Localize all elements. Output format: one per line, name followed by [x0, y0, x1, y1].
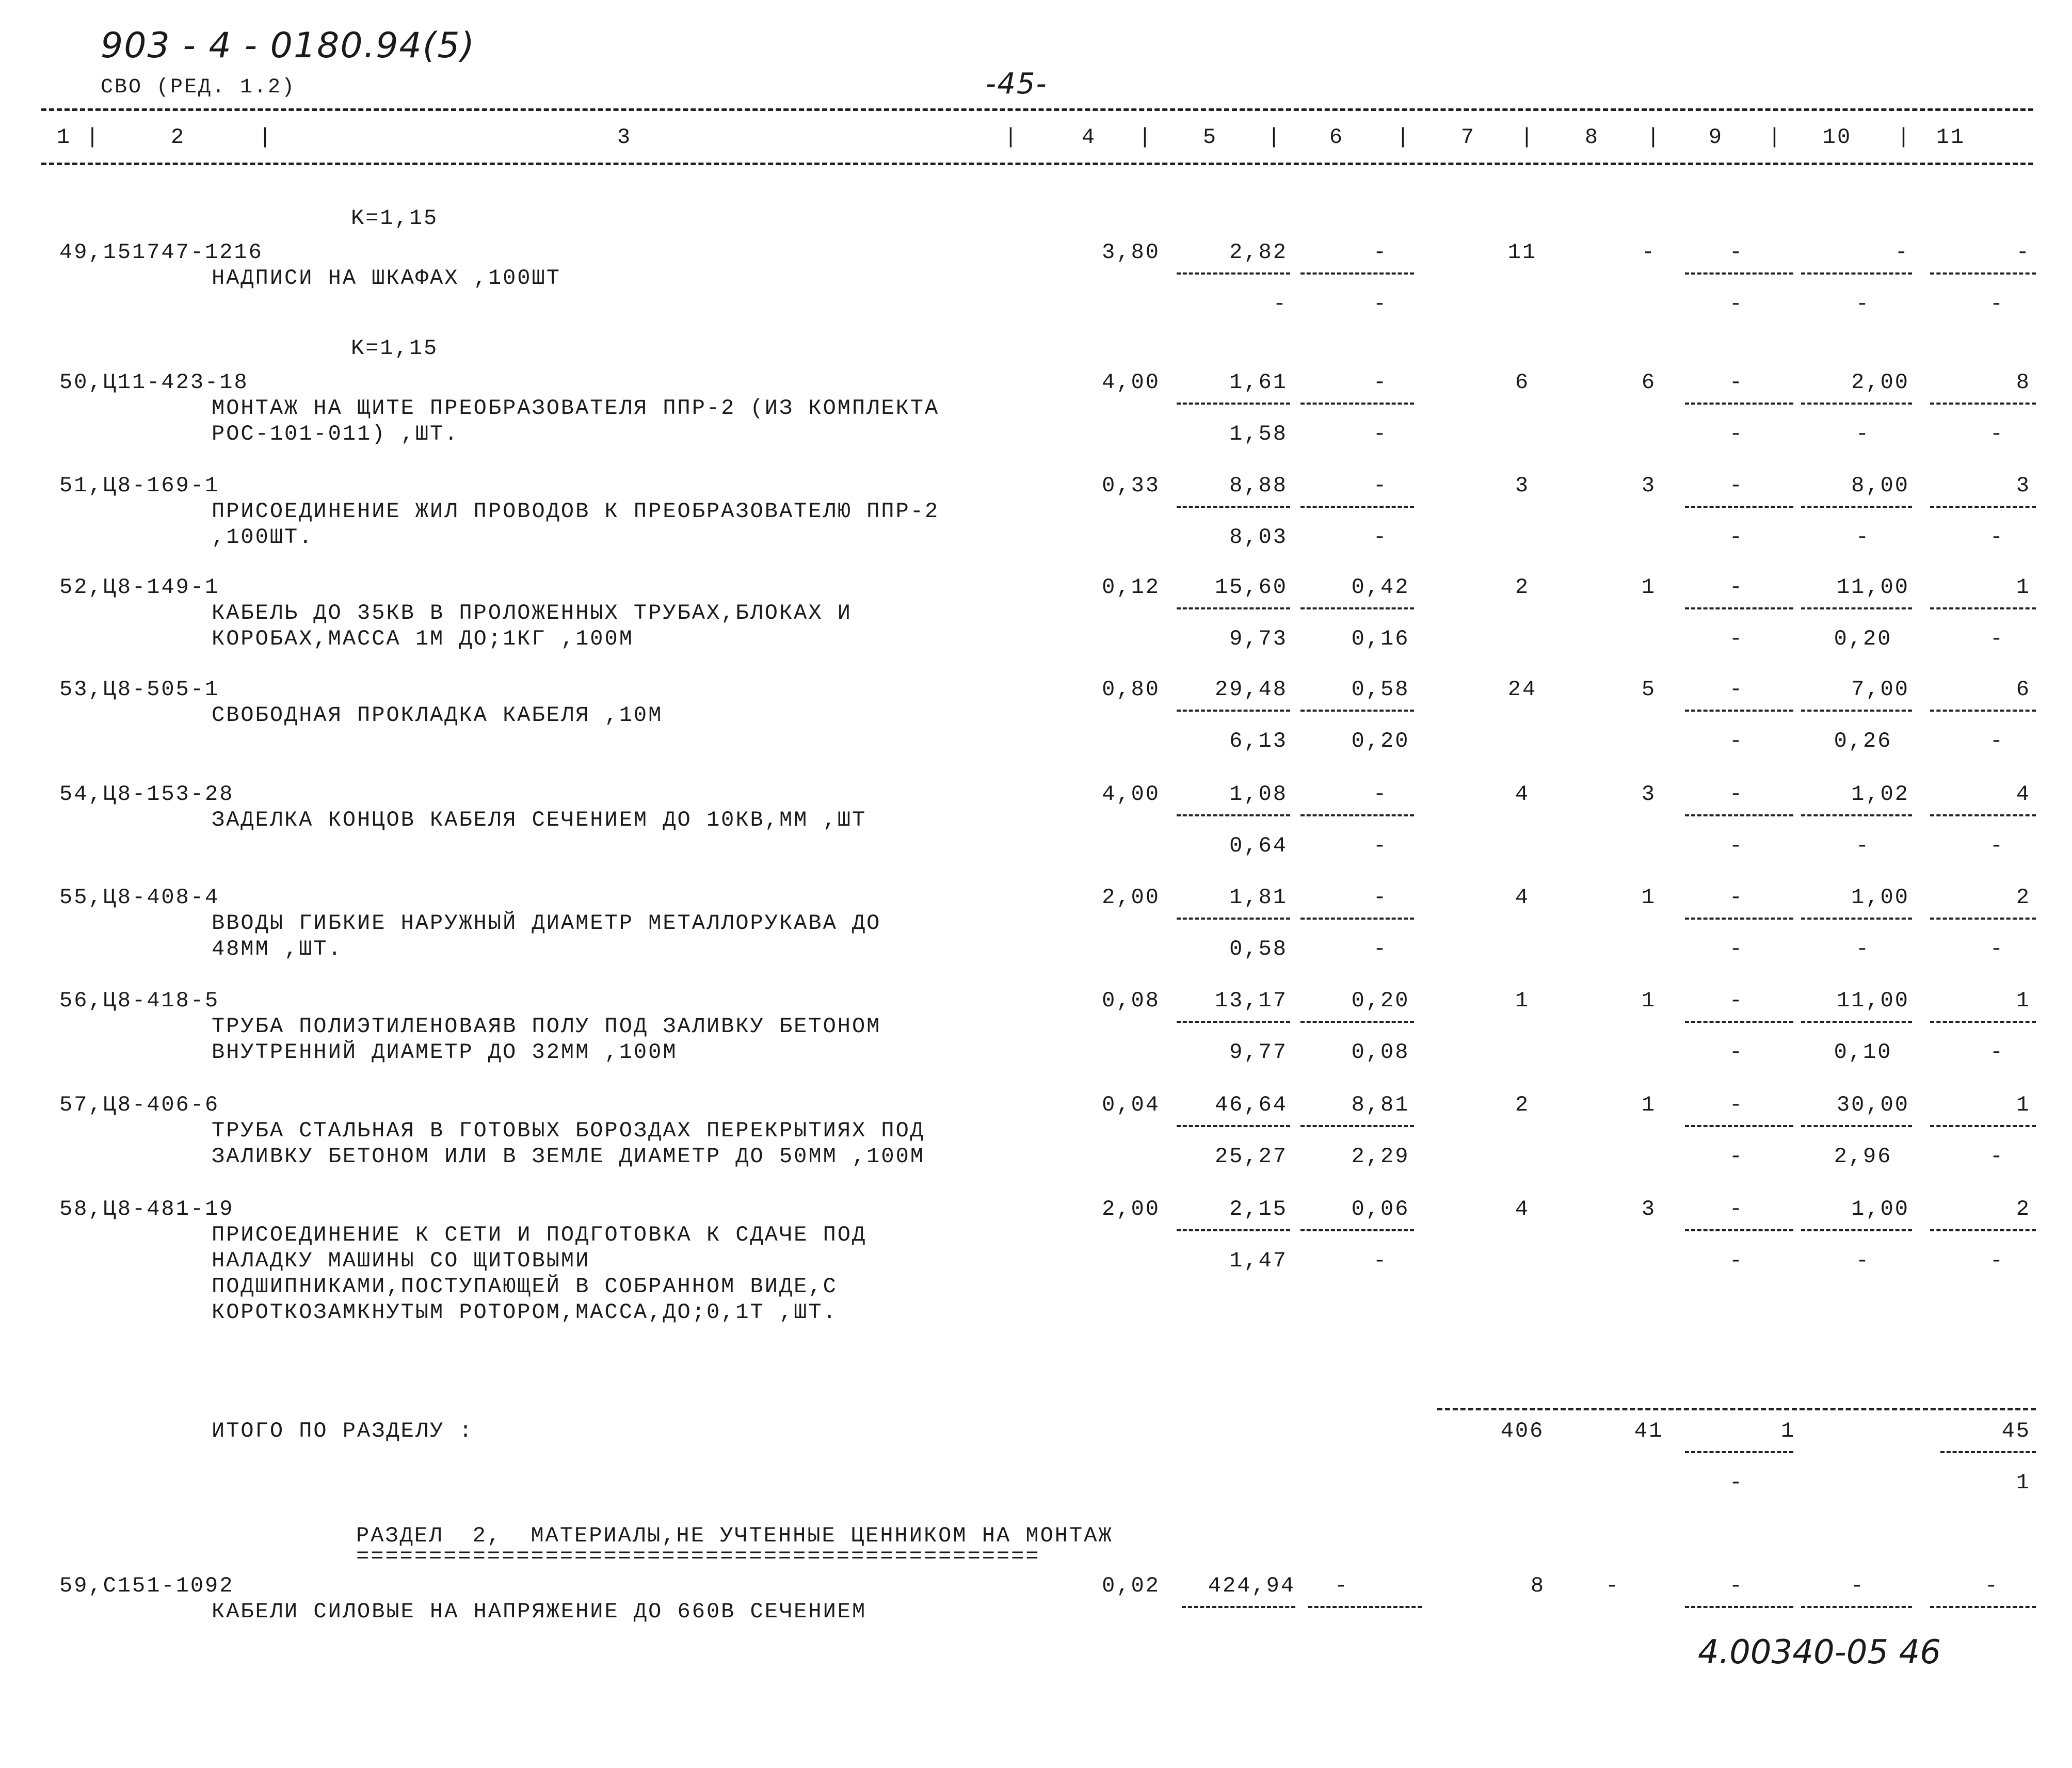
cell-col7: 8: [1530, 1573, 1546, 1598]
fraction-bar-col11: [1930, 1606, 2036, 1608]
section-rule: ===============================================: [356, 1544, 1040, 1569]
item-description: ЗАДЕЛКА КОНЦОВ КАБЕЛЯ СЕЧЕНИЕМ ДО 10КВ,ММ ,ШТ: [212, 808, 867, 832]
cell-col5: 46,64: [1214, 1092, 1288, 1117]
item-description: ПОДШИПНИКАМИ,ПОСТУПАЮЩЕЙ В СОБРАННОМ ВИДЕ,С: [212, 1274, 838, 1299]
item-description: ВВОДЫ ГИБКИЕ НАРУЖНЫЙ ДИАМЕТР МЕТАЛЛОРУКАВА ДО: [212, 911, 881, 936]
cell-col8: 1: [1641, 575, 1657, 600]
fraction-bar-col10: [1801, 1606, 1912, 1608]
cell-col9: -: [1729, 1197, 1744, 1221]
cell-col7: 4: [1515, 1197, 1530, 1221]
item-description: ТРУБА ПОЛИЭТИЛЕНОВАЯВ ПОЛУ ПОД ЗАЛИВКУ БЕТОНОМ: [212, 1014, 881, 1039]
cell-col11-lower: -: [1989, 292, 2005, 316]
fraction-bar-col6: [1300, 1021, 1414, 1023]
cell-col4: 4,00: [1102, 782, 1160, 807]
fraction-bar-col9: [1685, 1021, 1793, 1023]
cell-col11-lower: -: [1989, 1248, 2005, 1273]
cell-col8: 6: [1641, 370, 1657, 395]
fraction-bar-col5: [1177, 506, 1290, 508]
cell-col10: 11,00: [1836, 988, 1909, 1013]
total-col9-lower: -: [1729, 1470, 1744, 1495]
fraction-bar-col9: [1685, 1606, 1793, 1608]
cell-col10: 30,00: [1836, 1092, 1909, 1117]
column-10: 10: [1822, 125, 1852, 150]
cell-col6: 0,58: [1351, 677, 1410, 702]
fraction-bar-col10: [1801, 1021, 1912, 1023]
column-1: 1 |: [57, 125, 101, 150]
cell-col8: 3: [1641, 1197, 1657, 1221]
cell-col11: -: [2016, 240, 2031, 265]
fraction-bar-col5: [1177, 814, 1290, 816]
cell-col5: 2,82: [1229, 240, 1288, 265]
item-code: 59,С151-1092: [59, 1573, 234, 1598]
fraction-bar-col10: [1801, 918, 1912, 920]
cell-col5: 2,15: [1229, 1197, 1288, 1221]
system-version: СВО (РЕД. 1.2): [101, 76, 296, 99]
cell-col6: 0,42: [1351, 575, 1410, 600]
cell-col5-lower: -: [1273, 292, 1288, 316]
column-sep: |: [1396, 125, 1411, 150]
column-sep: |: [258, 125, 274, 150]
section-title: РАЗДЕЛ 2, МАТЕРИАЛЫ,НЕ УЧТЕННЫЕ ЦЕННИКОМ НА МОНТАЖ: [356, 1523, 1113, 1548]
cell-col8: 1: [1641, 1092, 1657, 1117]
cell-col9: -: [1729, 1092, 1744, 1117]
total-col11-lower: 1: [2016, 1470, 2031, 1495]
total-col8: 41: [1634, 1419, 1664, 1443]
cell-col5: 15,60: [1214, 575, 1288, 600]
cell-col11-lower: -: [1989, 729, 2005, 753]
fraction-bar-col6: [1300, 710, 1414, 712]
item-description: КАБЕЛЬ ДО 35КВ В ПРОЛОЖЕННЫХ ТРУБАХ,БЛОКАХ И: [212, 601, 852, 625]
fraction-bar-col11: [1930, 710, 2036, 712]
column-sep: |: [1646, 125, 1662, 150]
fraction-bar-col11: [1930, 403, 2036, 405]
cell-col9: -: [1729, 782, 1744, 807]
cell-col8: -: [1605, 1573, 1620, 1598]
column-8: 8: [1584, 125, 1600, 150]
cell-col11: 1: [2016, 988, 2031, 1013]
cell-col6: 8,81: [1351, 1092, 1410, 1117]
cell-col4: 0,04: [1102, 1092, 1160, 1117]
cell-col5-lower: 1,58: [1229, 422, 1288, 446]
cell-col4: 0,08: [1102, 988, 1160, 1013]
cell-col6-lower: -: [1373, 1248, 1388, 1273]
cell-col10: 1,00: [1851, 1197, 1909, 1221]
fraction-bar-col11: [1930, 814, 2036, 816]
column-sep: |: [1004, 125, 1019, 150]
total-fraction-col11: [1940, 1451, 2036, 1453]
cell-col10: -: [1894, 240, 1909, 265]
fraction-bar-col9: [1685, 814, 1793, 816]
cell-col5: 424,94: [1208, 1573, 1295, 1598]
cell-col8: 1: [1641, 885, 1657, 910]
item-code: 49,151747-1216: [59, 240, 263, 265]
cell-col9: -: [1729, 1573, 1744, 1598]
item-description: РОС-101-011) ,ШТ.: [212, 422, 459, 446]
cell-col9-lower: -: [1729, 422, 1744, 446]
cell-col9: -: [1729, 473, 1744, 498]
cell-col10: 11,00: [1836, 575, 1909, 600]
cell-col4: 0,02: [1102, 1573, 1160, 1598]
fraction-bar-col9: [1685, 918, 1793, 920]
total-fraction-col9: [1685, 1451, 1793, 1453]
cell-col5-lower: 8,03: [1229, 525, 1288, 550]
cell-col10: 1,02: [1851, 782, 1909, 807]
fraction-bar-col9: [1685, 1229, 1793, 1231]
cell-col6: -: [1334, 1573, 1350, 1598]
cell-col7: 1: [1515, 988, 1530, 1013]
fraction-bar-col10: [1801, 506, 1912, 508]
cell-col5: 29,48: [1214, 677, 1288, 702]
cell-col6-lower: 0,08: [1351, 1040, 1410, 1065]
coefficient-label: K=1,15: [351, 336, 439, 361]
column-6: 6: [1329, 125, 1344, 150]
cell-col9-lower: -: [1729, 833, 1744, 858]
cell-col11: 1: [2016, 1092, 2031, 1117]
cell-col9-lower: -: [1729, 1248, 1744, 1273]
item-code: 58,Ц8-481-19: [59, 1197, 234, 1221]
total-rule: [1437, 1408, 2036, 1410]
cell-col5-lower: 1,47: [1229, 1248, 1288, 1273]
cell-col9-lower: -: [1729, 626, 1744, 651]
cell-col9: -: [1729, 575, 1744, 600]
cell-col11: 8: [2016, 370, 2031, 395]
cell-col6: 0,20: [1351, 988, 1410, 1013]
fraction-bar-col10: [1801, 607, 1912, 609]
item-description: ЗАЛИВКУ БЕТОНОМ ИЛИ В ЗЕМЛЕ ДИАМЕТР ДО 50ММ ,100М: [212, 1144, 925, 1169]
item-description: ПРИСОЕДИНЕНИЕ К СЕТИ И ПОДГОТОВКА К СДАЧЕ ПОД: [212, 1223, 867, 1247]
cell-col6-lower: -: [1373, 833, 1388, 858]
column-2: 2: [170, 125, 186, 150]
cell-col4: 2,00: [1102, 885, 1160, 910]
cell-col11-lower: -: [1989, 525, 2005, 550]
column-sep: |: [1267, 125, 1282, 150]
total-label: ИТОГО ПО РАЗДЕЛУ :: [212, 1419, 474, 1443]
total-col9: 1: [1780, 1419, 1796, 1443]
coefficient-label: K=1,15: [351, 206, 439, 231]
fraction-bar-col5: [1177, 710, 1290, 712]
fraction-bar-col10: [1801, 814, 1912, 816]
fraction-bar-col10: [1801, 1125, 1912, 1127]
fraction-bar-col6: [1308, 1606, 1422, 1608]
cell-col10-lower: -: [1855, 1248, 1871, 1273]
cell-col6-lower: 0,20: [1351, 729, 1410, 753]
fraction-bar-col11: [1930, 272, 2036, 275]
cell-col10: -: [1850, 1573, 1866, 1598]
cell-col5: 1,61: [1229, 370, 1288, 395]
cell-col10: 8,00: [1851, 473, 1909, 498]
cell-col4: 3,80: [1102, 240, 1160, 265]
fraction-bar-col10: [1801, 1229, 1912, 1231]
cell-col11-lower: -: [1989, 937, 2005, 961]
item-description: КОРОТКОЗАМКНУТЫМ РОТОРОМ,МАССА,ДО;0,1Т ,ШТ.: [212, 1300, 838, 1325]
fraction-bar-col9: [1685, 403, 1793, 405]
cell-col8: -: [1641, 240, 1657, 265]
cell-col10-lower: -: [1855, 833, 1871, 858]
cell-col6: 0,06: [1351, 1197, 1410, 1221]
cell-col5-lower: 0,58: [1229, 937, 1288, 961]
cell-col4: 0,12: [1102, 575, 1160, 600]
item-description: ,100ШТ.: [212, 525, 314, 550]
cell-col6: -: [1373, 240, 1388, 265]
fraction-bar-col10: [1801, 272, 1912, 275]
cell-col6-lower: -: [1373, 292, 1388, 316]
cell-col10-lower: -: [1855, 422, 1871, 446]
cell-col9: -: [1729, 885, 1744, 910]
cell-col11: 4: [2016, 782, 2031, 807]
cell-col9-lower: -: [1729, 937, 1744, 961]
cell-col9-lower: -: [1729, 729, 1744, 753]
cell-col10: 7,00: [1851, 677, 1909, 702]
cell-col9: -: [1729, 988, 1744, 1013]
item-description: КОРОБАХ,МАССА 1М ДО;1КГ ,100М: [212, 626, 634, 651]
cell-col7: 4: [1515, 885, 1530, 910]
cell-col7: 11: [1507, 240, 1537, 265]
header-rule-bottom: [41, 163, 2033, 165]
fraction-bar-col5: [1177, 1125, 1290, 1127]
cell-col11: 1: [2016, 575, 2031, 600]
fraction-bar-col5: [1177, 272, 1290, 275]
cell-col4: 4,00: [1102, 370, 1160, 395]
item-description: ВНУТРЕННИЙ ДИАМЕТР ДО 32ММ ,100М: [212, 1040, 678, 1065]
fraction-bar-col10: [1801, 403, 1912, 405]
document-code: 903 - 4 - 0180.94(5): [101, 25, 476, 66]
header-rule-top: [41, 108, 2033, 111]
column-sep: |: [1138, 125, 1153, 150]
cell-col9-lower: -: [1729, 1040, 1744, 1065]
cell-col6-lower: -: [1373, 525, 1388, 550]
cell-col6: -: [1373, 782, 1388, 807]
fraction-bar-col11: [1930, 1229, 2036, 1231]
fraction-bar-col5: [1177, 1021, 1290, 1023]
item-code: 51,Ц8-169-1: [59, 473, 220, 498]
cell-col10-lower: 2,96: [1834, 1144, 1892, 1169]
cell-col9: -: [1729, 240, 1744, 265]
cell-col5-lower: 25,27: [1214, 1144, 1288, 1169]
fraction-bar-col9: [1685, 1125, 1793, 1127]
item-description: НАДПИСИ НА ШКАФАХ ,100ШТ: [212, 266, 561, 291]
cell-col5: 8,88: [1229, 473, 1288, 498]
item-code: 50,Ц11-423-18: [59, 370, 249, 395]
cell-col11: 3: [2016, 473, 2031, 498]
cell-col9-lower: -: [1729, 1144, 1744, 1169]
cell-col5: 13,17: [1214, 988, 1288, 1013]
item-description: КАБЕЛИ СИЛОВЫЕ НА НАПРЯЖЕНИЕ ДО 660В СЕЧЕНИЕМ: [212, 1599, 867, 1624]
fraction-bar-col6: [1300, 1229, 1414, 1231]
fraction-bar-col11: [1930, 1021, 2036, 1023]
column-sep: |: [1768, 125, 1783, 150]
column-sep: |: [1520, 125, 1535, 150]
item-description: ПРИСОЕДИНЕНИЕ ЖИЛ ПРОВОДОВ К ПРЕОБРАЗОВАТЕЛЮ ППР-2: [212, 499, 940, 524]
cell-col11-lower: -: [1989, 1040, 2005, 1065]
item-code: 52,Ц8-149-1: [59, 575, 220, 600]
item-code: 56,Ц8-418-5: [59, 988, 220, 1013]
cell-col5-lower: 9,73: [1229, 626, 1288, 651]
cell-col4: 2,00: [1102, 1197, 1160, 1221]
fraction-bar-col6: [1300, 1125, 1414, 1127]
fraction-bar-col6: [1300, 607, 1414, 609]
fraction-bar-col11: [1930, 506, 2036, 508]
fraction-bar-col11: [1930, 607, 2036, 609]
cell-col11-lower: -: [1989, 626, 2005, 651]
total-col7: 406: [1500, 1419, 1545, 1443]
fraction-bar-col9: [1685, 272, 1793, 275]
cell-col9: -: [1729, 370, 1744, 395]
cell-col10-lower: 0,20: [1834, 626, 1892, 651]
fraction-bar-col9: [1685, 710, 1793, 712]
fraction-bar-col9: [1685, 506, 1793, 508]
cell-col7: 3: [1515, 473, 1530, 498]
item-description: СВОБОДНАЯ ПРОКЛАДКА КАБЕЛЯ ,10М: [212, 703, 663, 728]
fraction-bar-col5: [1177, 607, 1290, 609]
cell-col5-lower: 0,64: [1229, 833, 1288, 858]
cell-col5: 1,81: [1229, 885, 1288, 910]
cell-col6-lower: -: [1373, 422, 1388, 446]
item-description: НАЛАДКУ МАШИНЫ СО ЩИТОВЫМИ: [212, 1248, 590, 1273]
cell-col10-lower: 0,26: [1834, 729, 1892, 753]
page-number: -45-: [986, 67, 1048, 101]
archive-stamp: 4.00340-05 46: [1698, 1633, 1941, 1671]
cell-col10-lower: 0,10: [1834, 1040, 1892, 1065]
cell-col10: 1,00: [1851, 885, 1909, 910]
cell-col11-lower: -: [1989, 422, 2005, 446]
cell-col6: -: [1373, 885, 1388, 910]
cell-col7: 24: [1507, 677, 1537, 702]
cell-col11-lower: -: [1989, 833, 2005, 858]
column-5: 5: [1202, 125, 1218, 150]
fraction-bar-col6: [1300, 272, 1414, 275]
item-code: 54,Ц8-153-28: [59, 782, 234, 807]
cell-col6-lower: 0,16: [1351, 626, 1410, 651]
cell-col5-lower: 9,77: [1229, 1040, 1288, 1065]
cell-col8: 3: [1641, 473, 1657, 498]
fraction-bar-col11: [1930, 918, 2036, 920]
cell-col11: 2: [2016, 885, 2031, 910]
cell-col5-lower: 6,13: [1229, 729, 1288, 753]
fraction-bar-col10: [1801, 710, 1912, 712]
item-description: МОНТАЖ НА ЩИТЕ ПРЕОБРАЗОВАТЕЛЯ ППР-2 (ИЗ КОМПЛЕКТА: [212, 396, 940, 421]
cell-col10-lower: -: [1855, 937, 1871, 961]
cell-col6: -: [1373, 473, 1388, 498]
cell-col10: 2,00: [1851, 370, 1909, 395]
column-9: 9: [1708, 125, 1724, 150]
cell-col9: -: [1729, 677, 1744, 702]
fraction-bar-col6: [1300, 506, 1414, 508]
cell-col6: -: [1373, 370, 1388, 395]
cell-col7: 2: [1515, 575, 1530, 600]
cell-col8: 5: [1641, 677, 1657, 702]
fraction-bar-col6: [1300, 403, 1414, 405]
item-description: ТРУБА СТАЛЬНАЯ В ГОТОВЫХ БОРОЗДАХ ПЕРЕКРЫТИЯХ ПОД: [212, 1118, 925, 1143]
cell-col11: 6: [2016, 677, 2031, 702]
item-code: 53,Ц8-505-1: [59, 677, 220, 702]
item-description: 48ММ ,ШТ.: [212, 937, 343, 961]
cell-col8: 3: [1641, 782, 1657, 807]
item-code: 55,Ц8-408-4: [59, 885, 220, 910]
cell-col10-lower: -: [1855, 292, 1871, 316]
cell-col5: 1,08: [1229, 782, 1288, 807]
fraction-bar-col6: [1300, 814, 1414, 816]
cell-col4: 0,33: [1102, 473, 1160, 498]
fraction-bar-col11: [1930, 1125, 2036, 1127]
cell-col10-lower: -: [1855, 525, 1871, 550]
fraction-bar-col5: [1177, 403, 1290, 405]
fraction-bar-col5: [1177, 1229, 1290, 1231]
cell-col9-lower: -: [1729, 292, 1744, 316]
column-11: 11: [1936, 125, 1966, 150]
cell-col6-lower: -: [1373, 937, 1388, 961]
cell-col6-lower: 2,29: [1351, 1144, 1410, 1169]
fraction-bar-col6: [1300, 918, 1414, 920]
column-3: 3: [617, 125, 632, 150]
fraction-bar-col9: [1685, 607, 1793, 609]
column-sep: |: [1897, 125, 1912, 150]
cell-col7: 6: [1515, 370, 1530, 395]
item-code: 57,Ц8-406-6: [59, 1092, 220, 1117]
cell-col7: 2: [1515, 1092, 1530, 1117]
cell-col11: 2: [2016, 1197, 2031, 1221]
cell-col9-lower: -: [1729, 525, 1744, 550]
total-col11: 45: [2001, 1419, 2031, 1443]
cell-col7: 4: [1515, 782, 1530, 807]
cell-col11-lower: -: [1989, 1144, 2005, 1169]
cell-col11: -: [1984, 1573, 2000, 1598]
fraction-bar-col5: [1177, 918, 1290, 920]
column-7: 7: [1460, 125, 1476, 150]
cell-col8: 1: [1641, 988, 1657, 1013]
column-4: 4: [1081, 125, 1097, 150]
fraction-bar-col5: [1182, 1606, 1295, 1608]
cell-col4: 0,80: [1102, 677, 1160, 702]
